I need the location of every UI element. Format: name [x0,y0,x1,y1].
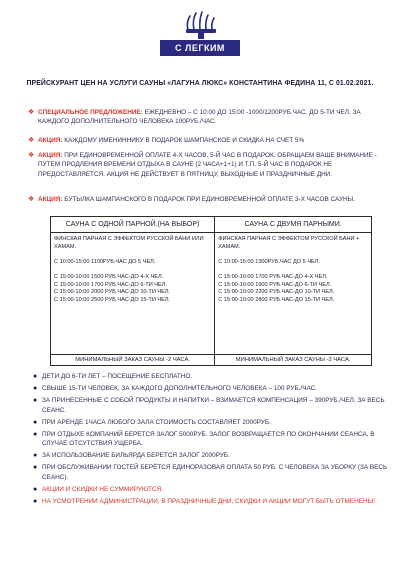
sauna-bucket-icon [160,8,240,40]
bullet-icon: ● [33,452,38,460]
min-order-note: МИНИМАЛЬНЫЙ ЗАКАЗ САУНЫ -2 ЧАСА. [215,355,372,366]
promo-item [28,195,386,204]
diamond-star-icon: ❖ [28,196,35,203]
promo-item [28,151,386,179]
promo-key: СПЕЦИАЛЬНОЕ ПРЕДЛОЖЕНИЕ: [38,109,143,116]
promo-text: БУТЫЛКА ШАМПАНСКОГО В ПОДАРОК ПРИ ЕДИНОВРЕМЕННОЙ ОПЛАТЕ 3-Х ЧАСОВ САУНЫ. [62,196,356,203]
bullet-icon: ● [33,396,38,404]
promo-text: ЕЖЕДНЕВНО – С 10:00 ДО 15:00 -1000/1200РУБ.ЧАС. ДО 5-ТИ ЧЕЛ. ЗА КАЖДОГО ДОПОЛНИТЕЛЬНОГО ЧЕЛОВЕКА 100РУБ./ЧАС. [38,109,361,126]
room-type-heading: ФИНСКАЯ ПАРНАЯ С ЭФФЕКТОМ РУССКОЙ БАНИ ИЛИ ХАМАМ. [54,236,204,250]
warning-item: ● АКЦИИ И СКИДКИ НЕ СУММИРУЮТСЯ. [33,485,163,493]
promo-text: КАЖДОМУ ИМЕНИННИКУ В ПОДАРОК ШАМПАНСКОЕ И СКИДКА НА СЧЕТ 5% [62,137,305,144]
promo-key: АКЦИЯ: [38,196,63,203]
promo-text: ПРИ ЕДИНОВРЕМЕННОЙ ОПЛАТЕ 4-Х ЧАСОВ, 5-Й ЧАС В ПОДАРОК. ОБРАЩАЕМ ВАШЕ ВНИМАНИЕ - ПУТЕМ ПРОДЛЕНИЯ ВРЕМЕНИ ОТДЫХА В САУНЕ (2 ЧАСА+1+1) И Т.П. 5-Й ЧАС В ПОДАРОК НЕ ПРЕДОСТАВЛЯЕТСЯ. АКЦИЯ НЕ ДЕЙСТВУЕТ В ПЯТНИЦУ, ВЫХОДНЫЕ И ПРАЗДНИЧНЫЕ ДНИ. [38,152,377,178]
promo-key: АКЦИЯ: [38,152,63,159]
min-order-note: МИНИМАЛЬНЫЙ ЗАКАЗ САУНЫ -2 ЧАСА. [51,355,215,366]
list-item: ● ПРИ АРЕНДЕ 1ЧАСА ЛЮБОГО ЗАЛА СТОИМОСТЬ СОСТАВЛЯЕТ 2000РУБ. [33,418,271,426]
list-item: ● ЗА ПРИНЕСЕННЫЕ С СОБОЙ ПРОДУКТЫ И НАПИТКИ – ВЗИМАЕТСЯ КОМПЕНСАЦИЯ – 390РУБ./ЧЕЛ. ЗА ВЕСЬ СЕАНС. [33,396,385,414]
bullet-icon: ● [33,497,38,505]
rate-line: С 15:00-10:00 1900 РУБ.ЧАС-ДО 6-ТИ ЧЕЛ. [218,281,332,288]
room-type-heading: ФИНСКАЯ ПАРНАЯ С ЭФФЕКТОМ РУССКОЙ БАНИ + ХАМАМ. [218,236,360,250]
bullet-icon: ● [33,418,38,426]
table-header-two-steam-rooms: САУНА С ДВУМЯ ПАРНЫМИ. [215,217,372,233]
bullet-icon: ● [33,430,38,438]
morning-rate: С 10:00-15:00 1100РУБ.ЧАС ДО 5 ЧЕЛ. [54,258,156,265]
bullet-icon: ● [33,464,38,472]
logo [160,8,240,69]
list-item: ● ДЕТИ ДО 6-ТИ ЛЕТ – ПОСЕЩЕНИЕ БЕСПЛАТНО. [33,373,193,380]
promo-item [28,136,386,145]
list-item: ● ЗА ИСПОЛЬЗОВАНИЕ БИЛЬЯРДА БЕРЕТСЯ ЗАЛОГ 2000РУБ. [33,452,230,460]
diamond-star-icon: ❖ [28,152,35,159]
rate-line: С 15:00-10:00 1700 РУБ.ЧАС-ДО 4-Х ЧЕЛ. [218,273,328,280]
logo-banner: С ЛЕГКИМ ПАРОМ [160,40,240,56]
rate-line: С 15:00-10:00 2800 РУБ.ЧАС-ДО 15-ТИ ЧЕЛ. [218,296,335,303]
rate-line: С 15:00-10:00 2500 РУБ.ЧАС-ДО 15-ТИ ЧЕЛ. [54,296,171,303]
promo-key: АКЦИЯ: [38,137,63,144]
bullet-icon: ● [33,384,38,392]
bullet-icon: ● [33,485,38,493]
bullet-icon: ● [33,373,38,380]
price-table [50,216,372,366]
morning-rate: С 10:00-15:00 1300РУБ.ЧАС ДО 5 ЧЕЛ. [218,258,321,265]
diamond-star-icon: ❖ [28,109,35,116]
rate-line: С 15:00-10:00 1700 РУБ.ЧАС-ДО 6-ТИ ЧЕЛ. [54,281,167,288]
rules-list [33,372,388,509]
price-list-title: ПРЕЙСКУРАНТ ЦЕН НА УСЛУГИ САУНЫ «ЛАГУНА ЛЮКС» КОНСТАНТИНА ФЕДИНА 11, С 01.02.2021. [26,80,374,87]
table-header-one-steam-room: САУНА С ОДНОЙ ПАРНОЙ.(НА ВЫБОР) [51,217,215,233]
warning-item: ● НА УСМОТРЕНИИ АДМИНИСТРАЦИИ, В ПРАЗДНИЧНЫЕ ДНИ, СКИДКИ И АКЦИИ МОГУТ БЫТЬ ОТМЕНЕНЫ! [33,497,376,505]
list-item: ● ПРИ ОБСЛУЖИВАНИИ ГОСТЕЙ БЕРЁТСЯ ЕДИНОРАЗОВАЯ ОПЛАТА 50 РУБ. С ЧЕЛОВЕКА ЗА УБОРКУ (ЗА ВЕСЬ СЕАНС). [33,464,388,481]
rate-line: С 15:00-10:00 1500 РУБ.ЧАС-ДО 4-Х ЧЕЛ. [54,273,164,280]
list-item: ● СВЫШЕ 15-ТИ ЧЕЛОВЕК, ЗА КАЖДОГО ДОПОЛНИТЕЛЬНОГО ЧЕЛОВЕКА – 100 РУБ./ЧАС. [33,384,317,392]
table-cell-one-steam-room [51,233,215,355]
rate-line: С 15:00-10:00 2000 РУБ.ЧАС-ДО 10-ТИ ЧЕЛ. [54,289,171,296]
rate-line: С 15:00-10:00 2200 РУБ.ЧАС-ДО 10-ТИ ЧЕЛ. [218,289,335,296]
table-cell-two-steam-rooms [215,233,372,355]
list-item: ● ПРИ ОТДЫХЕ КОМПАНИЙ БЕРЕТСЯ ЗАЛОГ 5000РУБ. ЗАЛОГ ВОЗВРАЩАЕТСЯ ПО ОКОНЧАНИИ СЕАНСА, В СЛУЧАЕ ОТСУТСТВИЯ УЩЕРБА. [33,430,375,448]
promo-item [28,108,386,127]
diamond-star-icon: ❖ [28,137,35,144]
